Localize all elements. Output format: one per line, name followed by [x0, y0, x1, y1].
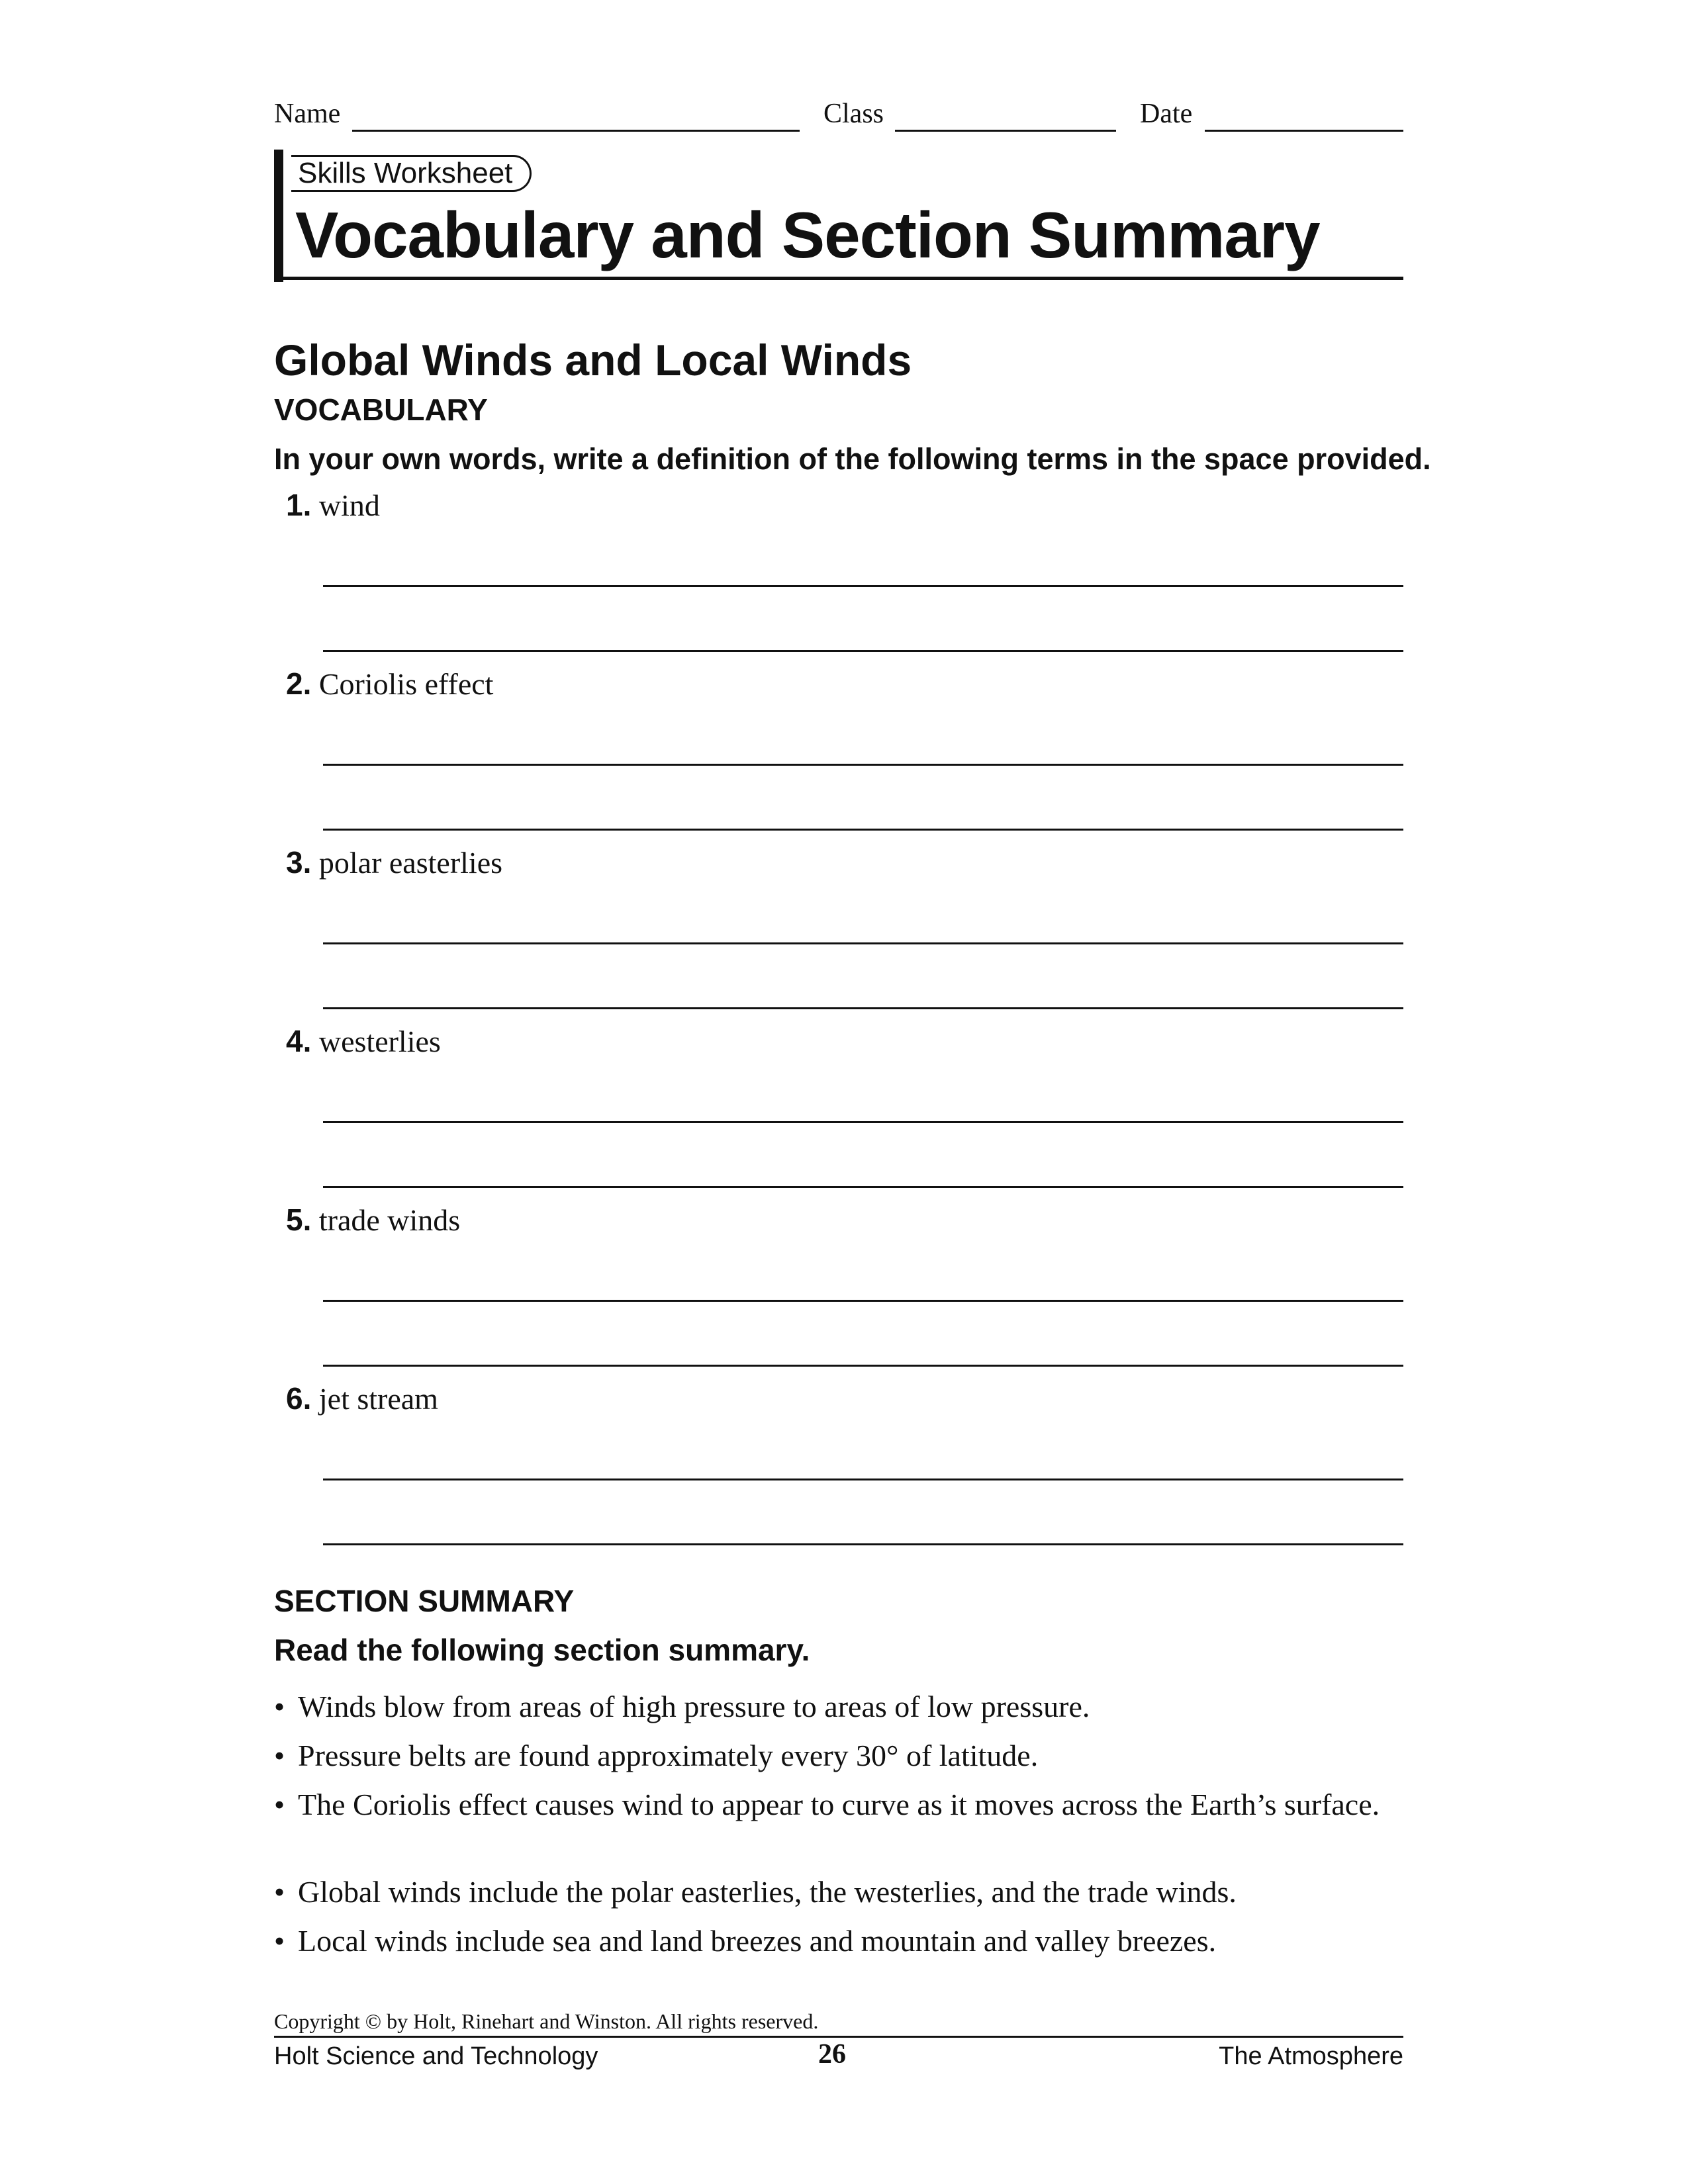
- summary-bullet-text: Local winds include sea and land breezes and mountain and valley breezes.: [298, 1924, 1217, 1958]
- answer-line[interactable]: [323, 650, 1403, 652]
- worksheet-type-badge: Skills Worksheet: [291, 155, 532, 192]
- vocab-term: wind: [318, 488, 380, 522]
- summary-bullet-text: Pressure belts are found approximately every 30° of latitude.: [298, 1739, 1039, 1772]
- page-number: 26: [818, 2039, 846, 2070]
- summary-bullet-text: Global winds include the polar easterlies, the westerlies, and the trade winds.: [298, 1875, 1237, 1909]
- bullet-icon: •: [274, 1690, 285, 1723]
- vocab-item-westerlies: [286, 1023, 441, 1059]
- vocabulary-heading: VOCABULARY: [274, 392, 488, 427]
- vocab-term: trade winds: [318, 1203, 461, 1237]
- summary-bullet-text: Winds blow from areas of high pressure to areas of low pressure.: [298, 1690, 1090, 1723]
- section-title: Global Winds and Local Winds: [274, 336, 912, 385]
- name-label: Name: [274, 99, 341, 129]
- answer-line[interactable]: [323, 1186, 1403, 1188]
- vocab-number: 4.: [286, 1024, 312, 1058]
- copyright-notice: Copyright © by Holt, Rinehart and Winston. All rights reserved.: [274, 2009, 819, 2033]
- class-label: Class: [823, 99, 884, 129]
- answer-line[interactable]: [323, 1007, 1403, 1009]
- date-field-line[interactable]: [1205, 130, 1403, 132]
- answer-line[interactable]: [323, 829, 1403, 831]
- summary-bullet: [274, 1922, 1399, 1960]
- summary-instructions: Read the following section summary.: [274, 1633, 810, 1667]
- summary-heading: SECTION SUMMARY: [274, 1584, 575, 1618]
- bullet-icon: •: [274, 1788, 285, 1821]
- summary-bullet: [274, 1873, 1399, 1911]
- vocab-number: 3.: [286, 845, 312, 880]
- answer-line[interactable]: [323, 764, 1403, 766]
- bullet-icon: •: [274, 1875, 285, 1909]
- answer-line[interactable]: [323, 1121, 1403, 1123]
- answer-line[interactable]: [323, 1300, 1403, 1302]
- summary-bullet-text: The Coriolis effect causes wind to appear to curve as it moves across the Earth’s surface.: [298, 1788, 1380, 1821]
- summary-bullet: [274, 1737, 1399, 1775]
- vocab-term: westerlies: [318, 1024, 441, 1058]
- vocab-number: 2.: [286, 666, 312, 701]
- bullet-icon: •: [274, 1924, 285, 1958]
- date-label: Date: [1140, 99, 1193, 129]
- vocab-item-coriolis-effect: [286, 666, 493, 702]
- vocab-term: polar easterlies: [318, 846, 503, 880]
- answer-line[interactable]: [323, 1543, 1403, 1545]
- summary-bullet: [274, 1688, 1399, 1726]
- vocab-item-polar-easterlies: [286, 844, 502, 880]
- answer-line[interactable]: [323, 1479, 1403, 1480]
- answer-line[interactable]: [323, 1365, 1403, 1367]
- answer-line[interactable]: [323, 942, 1403, 944]
- vocab-item-trade-winds: [286, 1202, 460, 1238]
- class-field-line[interactable]: [895, 130, 1116, 132]
- vocabulary-instructions: In your own words, write a definition of the following terms in the space provided.: [274, 442, 1431, 476]
- title-accent-bar: [274, 150, 283, 282]
- bullet-icon: •: [274, 1739, 285, 1772]
- name-field-line[interactable]: [352, 130, 800, 132]
- vocab-number: 6.: [286, 1381, 312, 1416]
- title-rule: [274, 277, 1403, 280]
- chapter-name: The Atmosphere: [1219, 2042, 1403, 2070]
- vocab-number: 5.: [286, 1203, 312, 1237]
- vocab-term: Coriolis effect: [318, 667, 494, 701]
- vocab-item-wind: [286, 487, 380, 523]
- page-title: Vocabulary and Section Summary: [295, 199, 1320, 271]
- vocab-term: jet stream: [318, 1382, 438, 1416]
- publisher-name: Holt Science and Technology: [274, 2042, 598, 2070]
- answer-line[interactable]: [323, 585, 1403, 587]
- vocab-number: 1.: [286, 488, 312, 522]
- footer-rule: [274, 2036, 1403, 2038]
- vocab-item-jet-stream: [286, 1381, 438, 1416]
- summary-bullet: [274, 1786, 1399, 1824]
